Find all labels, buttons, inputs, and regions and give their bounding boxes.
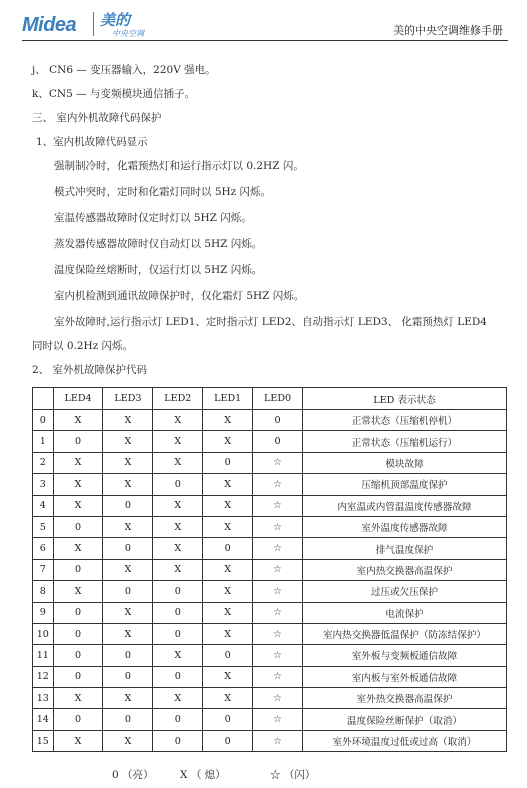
- section-heading: 三、 室内外机故障代码保护: [32, 112, 162, 124]
- cell-led3: X: [103, 410, 153, 431]
- legend-off: X （ 熄）: [180, 769, 226, 781]
- cell-led1: X: [203, 410, 253, 431]
- cell-led3: X: [103, 688, 153, 709]
- text-line: 温度保险丝熔断时，仅运行灯以 5HZ 闪烁。: [54, 264, 263, 276]
- cell-led3: 0: [103, 709, 153, 730]
- table-row: [33, 645, 507, 666]
- cell-led4: X: [53, 730, 103, 751]
- cell-led1: 0: [203, 730, 253, 751]
- cell-led4: 0: [53, 516, 103, 537]
- cell-led0: ☆: [253, 645, 303, 666]
- cell-index: 6: [33, 538, 54, 559]
- cell-led1: X: [203, 581, 253, 602]
- cell-led0: ☆: [253, 602, 303, 623]
- cell-led2: X: [153, 559, 203, 580]
- header-divider: [22, 40, 508, 41]
- table-row: [33, 452, 507, 473]
- cell-index: 5: [33, 516, 54, 537]
- cell-led3: X: [103, 431, 153, 452]
- cell-led1: X: [203, 559, 253, 580]
- cell-led0: ☆: [253, 709, 303, 730]
- cell-led2: 0: [153, 709, 203, 730]
- cell-led0: ☆: [253, 730, 303, 751]
- text-line: 室外故障时,运行指示灯 LED1、定时指示灯 LED2、自动指示灯 LED3、 化霜预热灯 LED4: [54, 316, 487, 328]
- header-cell-led4: LED4: [53, 388, 103, 410]
- subsection-heading-outdoor: 2、 室外机故障保护代码: [32, 364, 148, 376]
- cell-led3: X: [103, 516, 153, 537]
- cell-state: 内室温或内管温温度传感器故障: [302, 495, 506, 516]
- cell-led4: 0: [53, 645, 103, 666]
- cell-state: 室外温度传感器故障: [302, 516, 506, 537]
- header-cell-led1: LED1: [203, 388, 253, 410]
- cell-led2: 0: [153, 474, 203, 495]
- cell-led4: 0: [53, 559, 103, 580]
- cell-index: 12: [33, 666, 54, 687]
- table-row: [33, 559, 507, 580]
- text-line: 强制制冷时，化霜预热灯和运行指示灯以 0.2HZ 闪。: [54, 160, 304, 172]
- header-cell-index: [33, 388, 54, 410]
- cell-state: 室内热交换器高温保护: [302, 559, 506, 580]
- cell-led0: ☆: [253, 495, 303, 516]
- cell-led4: X: [53, 495, 103, 516]
- cell-led2: X: [153, 495, 203, 516]
- cell-led4: X: [53, 410, 103, 431]
- cell-led0: 0: [253, 410, 303, 431]
- cell-led3: 0: [103, 495, 153, 516]
- table-row: [33, 730, 507, 751]
- cell-led3: 0: [103, 666, 153, 687]
- cell-led0: ☆: [253, 474, 303, 495]
- cell-led3: X: [103, 452, 153, 473]
- cell-led2: 0: [153, 623, 203, 644]
- cell-led3: X: [103, 730, 153, 751]
- text-line: 室温传感器故障时仅定时灯以 5HZ 闪烁。: [54, 212, 252, 224]
- cell-state: 室内热交换器低温保护（防冻结保护）: [302, 623, 506, 644]
- cell-led3: 0: [103, 645, 153, 666]
- fault-code-table: [32, 387, 507, 752]
- cell-led2: X: [153, 538, 203, 559]
- cell-led1: X: [203, 516, 253, 537]
- cell-led2: X: [153, 410, 203, 431]
- legend-flash: ☆ （闪）: [270, 769, 316, 781]
- cell-index: 2: [33, 452, 54, 473]
- cell-led1: X: [203, 602, 253, 623]
- cell-led1: X: [203, 623, 253, 644]
- cell-index: 0: [33, 410, 54, 431]
- table-header-row: [33, 388, 507, 410]
- legend-on: 0 （亮）: [112, 769, 154, 781]
- cell-led0: ☆: [253, 688, 303, 709]
- logo-brand-sub: 中央空调: [112, 29, 144, 38]
- cell-led3: X: [103, 474, 153, 495]
- manual-title: 美的中央空调维修手册: [393, 24, 503, 37]
- cell-state: 正常状态（压缩机运行）: [302, 431, 506, 452]
- cell-state: 温度保险丝断保护（取消）: [302, 709, 506, 730]
- cell-index: 7: [33, 559, 54, 580]
- table-row: [33, 431, 507, 452]
- table-row: [33, 495, 507, 516]
- text-line: 模式冲突时，定时和化霜灯同时以 5Hz 闪烁。: [54, 186, 272, 198]
- cell-index: 14: [33, 709, 54, 730]
- cell-state: 压缩机顶部温度保护: [302, 474, 506, 495]
- cell-led0: ☆: [253, 623, 303, 644]
- table-row: [33, 709, 507, 730]
- header-cell-led2: LED2: [153, 388, 203, 410]
- cell-state: 室外环境温度过低或过高（取消）: [302, 730, 506, 751]
- cell-led0: 0: [253, 431, 303, 452]
- cell-index: 9: [33, 602, 54, 623]
- text-line: 同时以 0.2Hz 闪烁。: [32, 340, 134, 352]
- subsection-heading-indoor: 1、室内机故障代码显示: [36, 136, 148, 148]
- cell-index: 10: [33, 623, 54, 644]
- table-body: [33, 410, 507, 752]
- table-row: [33, 623, 507, 644]
- cell-led0: ☆: [253, 452, 303, 473]
- cell-led2: X: [153, 452, 203, 473]
- cell-led3: X: [103, 602, 153, 623]
- cell-led1: X: [203, 474, 253, 495]
- cell-led2: 0: [153, 730, 203, 751]
- table-row: [33, 666, 507, 687]
- cell-led3: 0: [103, 538, 153, 559]
- table-row: [33, 581, 507, 602]
- cell-led4: 0: [53, 709, 103, 730]
- cell-led2: X: [153, 645, 203, 666]
- logo-brand-cn: 美的: [100, 11, 131, 29]
- cell-led1: X: [203, 431, 253, 452]
- table-row: [33, 516, 507, 537]
- cell-led4: X: [53, 581, 103, 602]
- cell-led3: 0: [103, 581, 153, 602]
- cell-led4: 0: [53, 666, 103, 687]
- cell-led2: 0: [153, 581, 203, 602]
- text-line-cn5: k、CN5 — 与变频模块通信插子。: [32, 88, 195, 100]
- cell-state: 室外板与变频板通信故障: [302, 645, 506, 666]
- cell-led2: X: [153, 516, 203, 537]
- cell-state: 电流保护: [302, 602, 506, 623]
- header-cell-led3: LED3: [103, 388, 153, 410]
- cell-led2: X: [153, 688, 203, 709]
- cell-led1: 0: [203, 645, 253, 666]
- cell-state: 室外热交换器高温保护: [302, 688, 506, 709]
- cell-state: 正常状态（压缩机停机）: [302, 410, 506, 431]
- table-row: [33, 602, 507, 623]
- cell-led0: ☆: [253, 538, 303, 559]
- cell-index: 4: [33, 495, 54, 516]
- cell-led3: X: [103, 623, 153, 644]
- text-line: 室内机检测到通讯故障保护时，仅化霜灯 5HZ 闪烁。: [54, 290, 305, 302]
- cell-led4: X: [53, 452, 103, 473]
- cell-led2: X: [153, 431, 203, 452]
- text-line: 蒸发器传感器故障时仅自动灯以 5HZ 闪烁。: [54, 238, 263, 250]
- cell-led0: ☆: [253, 516, 303, 537]
- cell-index: 15: [33, 730, 54, 751]
- cell-led1: 0: [203, 452, 253, 473]
- cell-index: 3: [33, 474, 54, 495]
- cell-led4: X: [53, 538, 103, 559]
- cell-state: 过压或欠压保护: [302, 581, 506, 602]
- cell-led1: X: [203, 666, 253, 687]
- cell-led2: 0: [153, 602, 203, 623]
- cell-led4: 0: [53, 602, 103, 623]
- cell-led1: 0: [203, 538, 253, 559]
- midea-logo: Midea: [22, 14, 77, 36]
- table-row: [33, 474, 507, 495]
- cell-led0: ☆: [253, 581, 303, 602]
- cell-index: 13: [33, 688, 54, 709]
- cell-led4: 0: [53, 623, 103, 644]
- cell-led4: X: [53, 688, 103, 709]
- cell-led0: ☆: [253, 559, 303, 580]
- cell-led4: X: [53, 474, 103, 495]
- cell-led1: 0: [203, 709, 253, 730]
- header-cell-led0: LED0: [253, 388, 303, 410]
- cell-led1: X: [203, 495, 253, 516]
- cell-state: 模块故障: [302, 452, 506, 473]
- table-row: [33, 688, 507, 709]
- table-row: [33, 410, 507, 431]
- cell-led1: X: [203, 688, 253, 709]
- cell-index: 1: [33, 431, 54, 452]
- cell-state: 室内板与室外板通信故障: [302, 666, 506, 687]
- cell-led2: 0: [153, 666, 203, 687]
- page-header: [0, 0, 527, 50]
- header-cell-state: LED 表示状态: [302, 388, 506, 410]
- table-row: [33, 538, 507, 559]
- cell-led4: 0: [53, 431, 103, 452]
- logo-divider: [93, 12, 94, 36]
- cell-index: 8: [33, 581, 54, 602]
- cell-led3: X: [103, 559, 153, 580]
- cell-state: 排气温度保护: [302, 538, 506, 559]
- cell-index: 11: [33, 645, 54, 666]
- text-line-cn6: j、 CN6 — 变压器输入，220V 强电。: [32, 64, 216, 76]
- cell-led0: ☆: [253, 666, 303, 687]
